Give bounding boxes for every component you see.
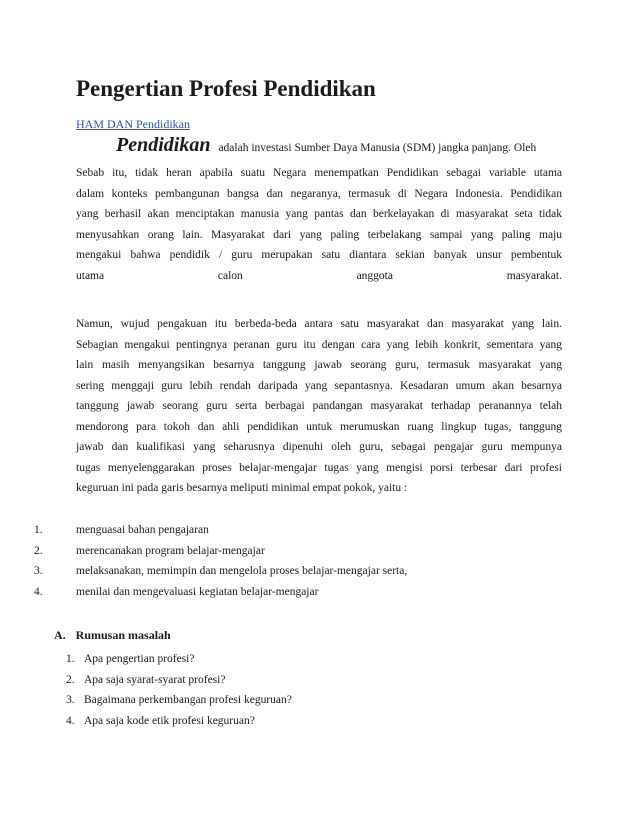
paragraph-line: sering menggaji guru lebih rendah daripada yang sepantasnya. Kesadaran umum akan besarnya xyxy=(76,379,562,392)
paragraph-line: mendorong para tokoh dan ahli pendidikan untuk merumuskan ruang lingkup tugas, tanggung xyxy=(76,420,562,433)
lead-rest: adalah investasi Sumber Daya Manusia (SDM) jangka panjang. Oleh xyxy=(218,142,537,154)
category-link[interactable]: HAM DAN Pendidikan xyxy=(76,117,190,131)
questions-list xyxy=(66,649,292,731)
section-heading xyxy=(54,628,171,643)
list-number: 2. xyxy=(66,673,75,686)
list-number: 2. xyxy=(34,544,43,557)
page-title: Pengertian Profesi Pendidikan xyxy=(76,76,376,101)
paragraph-line: Sebab itu, tidak heran apabila suatu Negara menempatkan Pendidikan sebagai variable utama xyxy=(76,167,562,179)
list-text: Apa saja syarat-syarat profesi? xyxy=(84,673,226,686)
section-title: Rumusan masalah xyxy=(75,628,171,642)
paragraph-2 xyxy=(76,314,562,499)
list-item xyxy=(66,649,292,670)
paragraph-line: menyusahkan orang lain. Masyarakat dari yang paling terbelakang sampai yang paling maju xyxy=(76,228,562,241)
paragraph-line: tugas menyelenggarakan proses belajar-mengajar tugas yang mengisi porsi terbesar dari profesi xyxy=(76,461,562,474)
paragraph-line: mengakui bahwa pendidik / guru merupakan satu diantara sekian banyak unsur pembentuk xyxy=(76,249,562,261)
paragraph-line: utama calon anggota masyarakat. xyxy=(76,269,562,282)
list-number: 4. xyxy=(66,714,75,727)
paragraph-line: keguruan ini pada garis besarnya meliputi minimal empat pokok, yaitu : xyxy=(76,482,408,494)
lead-big-word: Pendidikan xyxy=(116,134,211,156)
paragraph-line: Sebagian mengakui pentingnya peranan guru itu dengan cara yang lebih konkrit, sementara yang xyxy=(76,338,562,351)
lead-sentence xyxy=(116,134,576,157)
list-number: 3. xyxy=(66,694,75,706)
list-item xyxy=(66,711,292,732)
list-item xyxy=(66,670,292,691)
list-number: 1. xyxy=(66,653,75,665)
paragraph-1 xyxy=(76,163,562,286)
paragraph-line: yang berhasil akan menciptakan manusia yang pantas dan berkelayakan di masyarakat seta tidak xyxy=(76,208,562,220)
paragraph-line: tanggung jawab seorang guru serta berbagai pandangan masyarakat terhadap peranannya telah xyxy=(76,400,562,412)
paragraph-line: jawab dan kualifikasi yang seharusnya dipenuhi oleh guru, sebagai pengajar guru mempunya xyxy=(76,441,562,453)
list-text: Apa saja kode etik profesi keguruan? xyxy=(84,714,255,727)
list-number: 1. xyxy=(34,524,43,536)
section-letter: A. xyxy=(54,628,66,642)
list-text: menguasai bahan pengajaran xyxy=(76,524,209,536)
list-text: menilai dan mengevaluasi kegiatan belajar-mengajar xyxy=(76,585,319,598)
paragraph-line: dalam konteks pembangunan bangsa dan negaranya, termasuk di Negara Indonesia. Pendidikan xyxy=(76,187,562,200)
list-text: melaksanakan, memimpin dan mengelola proses belajar-mengajar serta, xyxy=(76,565,408,577)
paragraph-line: lain masih menyangsikan besarnya tanggung jawab seorang guru, termasuk masyarakat yang xyxy=(76,359,562,371)
list-text: Apa pengertian profesi? xyxy=(84,653,195,665)
list-number: 3. xyxy=(34,565,43,577)
paragraph-line: Namun, wujud pengakuan itu berbeda-beda antara satu masyarakat dan masyarakat yang lain. xyxy=(76,318,562,330)
list-text: Bagaimana perkembangan profesi keguruan? xyxy=(84,694,292,706)
list-number: 4. xyxy=(34,585,43,598)
list-item xyxy=(66,690,292,711)
list-text: merencanakan program belajar-mengajar xyxy=(76,544,265,557)
